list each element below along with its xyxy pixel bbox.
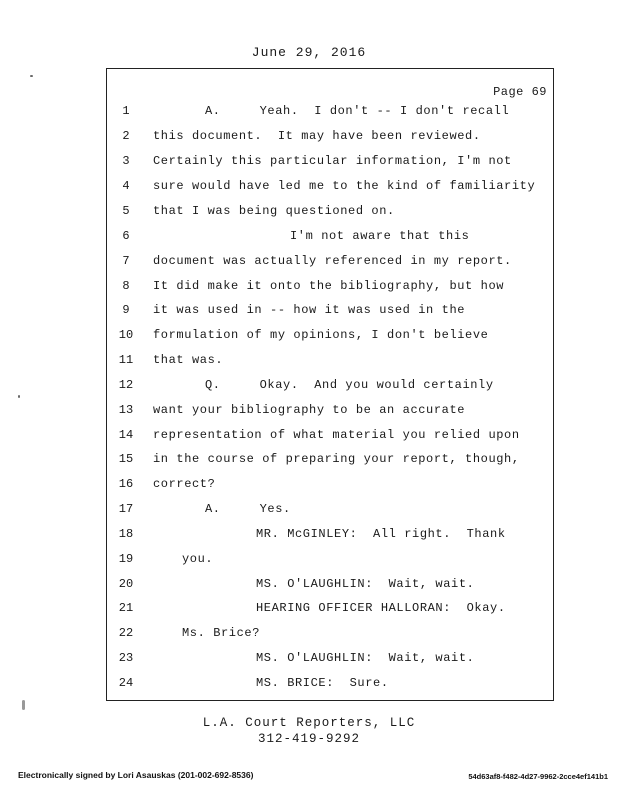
footer-company: L.A. Court Reporters, LLC: [202, 716, 416, 730]
line-text: it was used in -- how it was used in the: [153, 303, 466, 317]
line-number: 4: [122, 179, 130, 193]
line-text: formulation of my opinions, I don't believe: [153, 328, 489, 342]
line-number: 20: [118, 577, 134, 591]
line-number: 10: [118, 328, 134, 342]
line-text: It did make it onto the bibliography, but how: [153, 279, 505, 293]
line-number: 23: [118, 651, 134, 665]
line-text: that was.: [153, 353, 224, 367]
line-text: you.: [182, 552, 214, 566]
line-number: 2: [122, 129, 130, 143]
line-number: 1: [122, 104, 130, 118]
line-text: MS. O'LAUGHLIN: Wait, wait.: [256, 577, 475, 591]
line-text: MS. BRICE: Sure.: [256, 676, 389, 690]
line-number: 22: [118, 626, 134, 640]
line-text: A. Yes.: [205, 502, 291, 516]
line-text: A. Yeah. I don't -- I don't recall: [205, 104, 510, 118]
line-number: 11: [118, 353, 134, 367]
line-text: sure would have led me to the kind of familiarity: [153, 179, 536, 193]
scan-speck: [22, 700, 25, 710]
line-text: correct?: [153, 477, 216, 491]
line-number: 13: [118, 403, 134, 417]
line-number: 6: [122, 229, 130, 243]
line-text: Ms. Brice?: [182, 626, 261, 640]
line-number: 5: [122, 204, 130, 218]
line-text: representation of what material you relied upon: [153, 428, 520, 442]
line-text: document was actually referenced in my report.: [153, 254, 512, 268]
line-text: want your bibliography to be an accurate: [153, 403, 466, 417]
line-number: 3: [122, 154, 130, 168]
scan-speck: [18, 395, 20, 398]
line-number: 24: [118, 676, 134, 690]
line-text: Q. Okay. And you would certainly: [205, 378, 494, 392]
line-number: 15: [118, 452, 134, 466]
signature-left: Electronically signed by Lori Asauskas (201-002-692-8536): [18, 770, 254, 780]
line-number: 17: [118, 502, 134, 516]
line-number: 9: [122, 303, 130, 317]
footer-phone: 312-419-9292: [257, 732, 360, 746]
line-number: 16: [118, 477, 134, 491]
line-number: 14: [118, 428, 134, 442]
line-number: 19: [118, 552, 134, 566]
scan-speck: [30, 75, 33, 77]
header-date: June 29, 2016: [251, 45, 367, 60]
line-number: 12: [118, 378, 134, 392]
page-number: Page 69: [493, 85, 547, 99]
line-text: Certainly this particular information, I'm not: [153, 154, 512, 168]
line-text: MS. O'LAUGHLIN: Wait, wait.: [256, 651, 475, 665]
line-number: 7: [122, 254, 130, 268]
line-text: that I was being questioned on.: [153, 204, 395, 218]
line-text: I'm not aware that this: [290, 229, 470, 243]
line-text: MR. McGINLEY: All right. Thank: [256, 527, 506, 541]
line-number: 18: [118, 527, 134, 541]
line-text: HEARING OFFICER HALLORAN: Okay.: [256, 601, 506, 615]
line-number: 8: [122, 279, 130, 293]
line-text: in the course of preparing your report, though,: [153, 452, 520, 466]
line-text: this document. It may have been reviewed.: [153, 129, 481, 143]
line-number: 21: [118, 601, 134, 615]
signature-right: 54d63af8-f482-4d27-9962-2cce4ef141b1: [468, 772, 608, 781]
